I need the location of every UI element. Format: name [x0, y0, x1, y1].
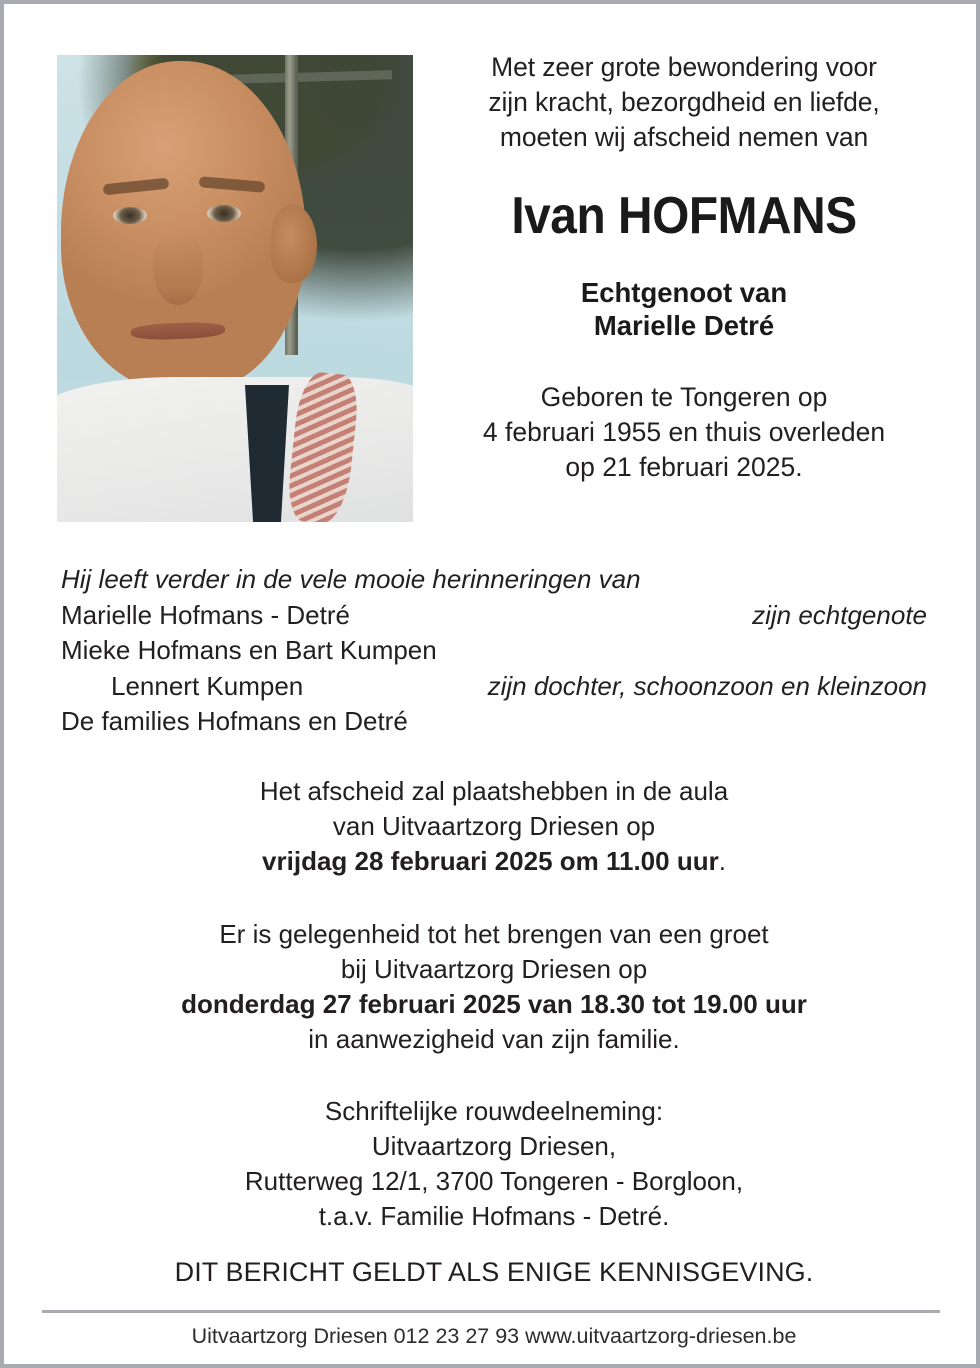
greeting-line-2: bij Uitvaartzorg Driesen op — [340, 954, 648, 984]
survivors-block — [61, 562, 927, 740]
ceremony-period: . — [718, 846, 726, 876]
ceremony-datetime-line — [44, 844, 944, 879]
heading-block — [424, 50, 944, 485]
portrait-photo — [57, 55, 413, 522]
condolences-address: Rutterweg 12/1, 3700 Tongeren - Borgloon, — [244, 1166, 744, 1196]
greeting-datetime: donderdag 27 februari 2025 van 18.30 tot 19.00 uur — [181, 989, 807, 1019]
survivor-name: Marielle Hofmans - Detré — [61, 599, 350, 630]
survivor-row — [61, 598, 927, 634]
survivor-row — [61, 704, 927, 740]
survivor-name: Lennert Kumpen — [111, 670, 304, 701]
intro-line-2: zijn kracht, bezorgdheid en liefde, — [488, 87, 880, 117]
survivor-relation: zijn dochter, schoonzoon en kleinzoon — [487, 670, 927, 701]
spouse-label: Echtgenoot van — [580, 277, 788, 308]
written-condolences-block — [44, 1094, 944, 1234]
born-line-3: op 21 februari 2025. — [565, 452, 803, 482]
survivor-row — [61, 633, 927, 669]
ceremony-datetime: vrijdag 28 februari 2025 om 11.00 uur — [262, 846, 719, 876]
condolences-company: Uitvaartzorg Driesen, — [371, 1131, 617, 1161]
survivor-relation: zijn echtgenote — [752, 599, 927, 630]
survivors-intro: Hij leeft verder in de vele mooie herinneringen van — [61, 564, 641, 594]
spouse-block — [424, 276, 944, 342]
portrait-nose — [153, 233, 203, 305]
footer-phone-number: 23 27 93 — [435, 1324, 520, 1348]
portrait-shirt — [57, 377, 413, 522]
intro-line-3: moeten wij afscheid nemen van — [499, 122, 869, 152]
survivor-name: De families Hofmans en Detré — [61, 706, 408, 736]
footer — [44, 1322, 944, 1350]
greeting-block — [44, 917, 944, 1057]
greeting-line-1: Er is gelegenheid tot het brengen van een groet — [219, 919, 769, 949]
ceremony-block — [44, 774, 944, 879]
born-line-2: 4 februari 1955 en thuis overleden — [482, 417, 886, 447]
ceremony-line-2: van Uitvaartzorg Driesen op — [332, 811, 656, 841]
footer-website[interactable]: www.uitvaartzorg-driesen.be — [525, 1324, 797, 1348]
portrait-eye-right — [207, 205, 241, 222]
survivor-name: Mieke Hofmans en Bart Kumpen — [61, 635, 437, 665]
footer-company: Uitvaartzorg Driesen — [191, 1324, 388, 1348]
born-line-1: Geboren te Tongeren op — [540, 382, 828, 412]
greeting-line-4: in aanwezigheid van zijn familie. — [308, 1024, 680, 1054]
ceremony-line-1: Het afscheid zal plaatshebben in de aula — [259, 776, 729, 806]
footer-divider — [42, 1310, 940, 1313]
condolences-label: Schriftelijke rouwdeelneming: — [324, 1096, 664, 1126]
intro-line-1: Met zeer grote bewondering voor — [491, 52, 877, 82]
survivor-row — [61, 669, 927, 705]
portrait-eye-left — [113, 207, 147, 224]
footer-phone-prefix: 012 — [393, 1324, 430, 1348]
condolences-attention: t.a.v. Familie Hofmans - Detré. — [318, 1201, 670, 1231]
birth-death-block — [424, 380, 944, 485]
header-region — [4, 4, 976, 482]
deceased-name: Ivan HOFMANS — [511, 187, 857, 245]
spouse-name: Marielle Detré — [593, 310, 775, 341]
portrait-ear — [271, 205, 317, 283]
single-notice-statement: DIT BERICHT GELDT ALS ENIGE KENNISGEVING. — [174, 1257, 814, 1287]
